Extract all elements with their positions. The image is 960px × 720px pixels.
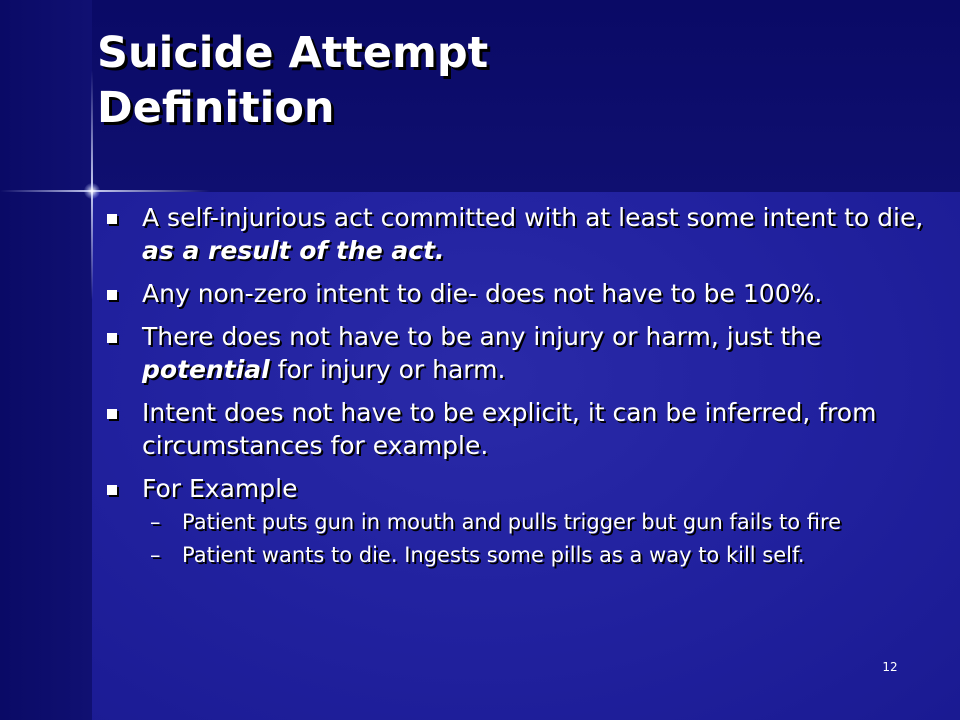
light-flare-horizontal [0,190,210,192]
bullet-3-emphasis: potential [142,355,270,384]
bullet-list [104,201,924,575]
sub-bullet-item-1 [104,509,924,536]
light-flare-center [84,183,100,199]
sub-bullet-2-text: Patient wants to die. Ingests some pills as a way to kill self. [182,543,805,567]
bullet-item-3 [104,320,924,386]
bullet-5-text: For Example [142,474,298,503]
square-bullet-icon [107,214,117,224]
bullet-item-5 [104,472,924,505]
dash-bullet-icon: – [150,510,161,534]
slide-title-line-1: Suicide Attempt [97,28,489,78]
sub-bullet-1-text: Patient puts gun in mouth and pulls trigger but gun fails to fire [182,510,842,534]
bullet-3-text: There does not have to be any injury or harm, just the [142,322,822,351]
bullet-3-text-end: for injury or harm. [269,355,506,384]
slide-title [97,26,488,136]
bullet-1-text: A self-injurious act committed with at least some intent to die, [142,203,924,232]
sub-bullet-item-2 [104,542,924,569]
sub-bullet-list [104,509,924,569]
bullet-4-text: Intent does not have to be explicit, it can be inferred, from circumstances for example. [142,398,877,460]
page-number: 12 [882,660,898,674]
square-bullet-icon [107,485,117,495]
square-bullet-icon [107,409,117,419]
bullet-item-4 [104,396,924,462]
dash-bullet-icon: – [150,543,161,567]
square-bullet-icon [107,333,117,343]
bullet-2-text: Any non-zero intent to die- does not have to be 100%. [142,279,823,308]
bullet-item-2 [104,277,924,310]
left-band [0,0,92,720]
slide-title-line-2: Definition [97,83,335,133]
bullet-item-1 [104,201,924,267]
bullet-1-emphasis: as a result of the act. [142,236,445,265]
square-bullet-icon [107,290,117,300]
